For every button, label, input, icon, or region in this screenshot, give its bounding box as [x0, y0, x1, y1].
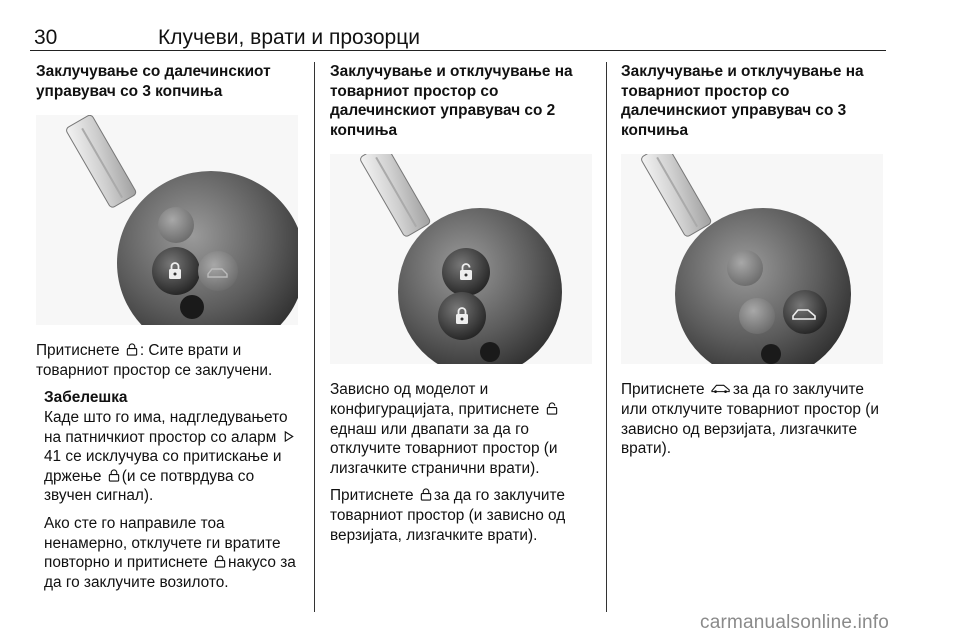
para-text: : Сите врати и товарниот простор се заклучени. [36, 342, 273, 379]
para-text: за да го заклучите или отклучите товарниот простор (и зависно од верзијата, лизгачките врати). [621, 381, 879, 458]
column-3 [621, 62, 889, 467]
lock-icon [126, 343, 138, 356]
column-divider [314, 62, 315, 612]
note-text: Ако сте го направиле тоа ненамерно, отклучете ги вратите повторно и притиснете [44, 514, 281, 572]
car-trunk-icon [711, 382, 731, 394]
remote-3-button-illustration [36, 115, 298, 325]
page-number: 30 [34, 26, 58, 49]
page-header [30, 18, 886, 51]
remote-3-button-trunk-illustration [621, 154, 883, 364]
note-title: Забелешка [44, 389, 128, 407]
remote-2-button-illustration [330, 154, 592, 364]
para-text: Притиснете [621, 381, 705, 399]
watermark: carmanualsonline.info [700, 612, 890, 633]
arrow-right-icon [283, 430, 295, 443]
section-heading: Заклучување со далечинскиот управувач со 3 копчиња [36, 63, 271, 100]
para-text: Притиснете [330, 487, 414, 505]
unlock-icon [546, 402, 558, 415]
chapter-title: Клучеви, врати и прозорци [158, 26, 420, 49]
lock-icon [108, 469, 120, 482]
column-2 [330, 62, 598, 553]
para-text: еднаш или двапати за да го отклучите товарниот простор (и лизгачките странични врати). [330, 420, 558, 477]
para-text: Зависно од моделот и конфигурацијата, притиснете [330, 381, 540, 418]
note-box [36, 388, 304, 592]
section-heading: Заклучување и отклучување на товарниот простор со далечинскиот управувач со 3 копчиња [621, 63, 864, 139]
lock-icon [214, 555, 226, 568]
note-text: (и се потврдува со звучен сигнал). [44, 467, 255, 505]
column-1 [36, 62, 304, 600]
note-text: Каде што го има, надгледувањето на патничкиот простор со аларм [44, 408, 288, 446]
note-text: накусо за да го заклучите возилото. [44, 554, 296, 591]
section-heading: Заклучување и отклучување на товарниот простор со далечинскиот управувач со 2 копчиња [330, 63, 573, 139]
column-divider [606, 62, 607, 612]
lock-icon [420, 488, 432, 501]
note-text: 41 се исклучува со притискање и држење [44, 448, 282, 485]
para-text: за да го заклучите товарниот простор (и зависно од верзијата, лизгачките врати). [330, 487, 566, 544]
para-text: Притиснете [36, 342, 120, 360]
